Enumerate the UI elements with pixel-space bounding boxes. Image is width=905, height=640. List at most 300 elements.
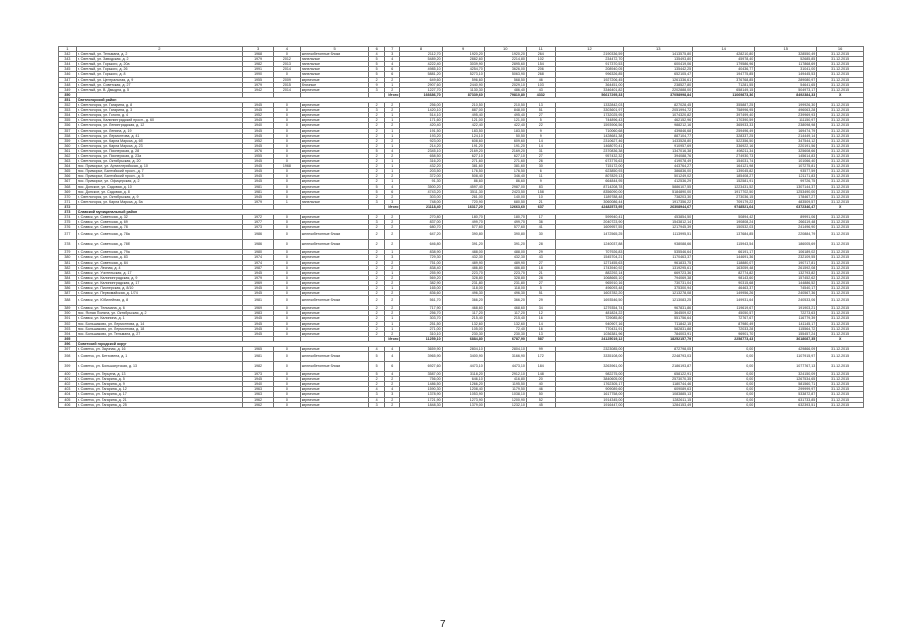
table-cell: 375300,94 <box>624 286 693 291</box>
table-cell: 3118,20 <box>442 372 484 377</box>
table-cell: 2 <box>369 215 385 220</box>
table-cell: 1223431,52 <box>693 184 755 189</box>
table-cell: 31.12.2015 <box>817 240 864 250</box>
table-cell: 157452,62 <box>755 275 817 280</box>
table-cell: 1213083,25 <box>624 296 693 306</box>
table-cell: 1170463,37 <box>624 255 693 260</box>
table-cell: 0 <box>274 377 301 382</box>
table-cell: 680,70 <box>400 225 442 230</box>
table-cell: 5 <box>369 67 385 72</box>
table-cell: 0 <box>274 169 301 174</box>
table-cell: железобетонные блоки <box>300 352 369 362</box>
table-cell: 1379,00 <box>442 402 484 407</box>
table-cell: 0 <box>274 255 301 260</box>
table-cell: 0 <box>274 113 301 118</box>
table-cell: 4473,10 <box>484 362 526 372</box>
table-cell: 1 <box>384 321 400 326</box>
table-cell: пос. Ясная Поляна, ул. Октябрьская, д. 2 <box>76 311 242 316</box>
table-cell: кирпичные <box>300 174 369 179</box>
table-cell: 627,10 <box>442 153 484 158</box>
table-cell: 401 <box>59 377 77 382</box>
table-cell: 1603782,20 <box>555 291 624 296</box>
table-cell: 2 <box>369 280 385 285</box>
table-cell: 848,00 <box>484 108 526 113</box>
table-cell: 1945 <box>243 143 274 148</box>
table-cell: 1 <box>384 82 400 87</box>
table-cell: 4222,40 <box>400 62 442 67</box>
table-cell: 4 <box>369 346 385 351</box>
table-cell: 711842,15 <box>624 321 693 326</box>
table-cell: 2 <box>384 397 400 402</box>
table-cell: 31.12.2015 <box>817 174 864 179</box>
table-cell: 4 <box>384 148 400 153</box>
table-cell: 0 <box>274 52 301 57</box>
table-cell: 2009 <box>274 77 301 82</box>
table-cell: 31.12.2015 <box>817 311 864 316</box>
table-cell: 0 <box>274 311 301 316</box>
table-cell: 496,30 <box>484 291 526 296</box>
table-cell: 347 <box>59 77 77 82</box>
table-cell: 119619,67 <box>693 306 755 311</box>
table-cell: 1973 <box>243 372 274 377</box>
table-cell: 117868,69 <box>755 62 817 67</box>
table-cell: 432,30 <box>484 255 526 260</box>
header-cell: 9 <box>442 47 484 52</box>
table-cell: 6927,60 <box>400 362 442 372</box>
table-cell: 429866,09 <box>755 346 817 351</box>
table-cell: 508,40 <box>442 174 484 179</box>
table-cell: кирпичные <box>300 215 369 220</box>
table-cell: 1963 <box>243 392 274 397</box>
table-cell: 132,60 <box>442 321 484 326</box>
table-cell: 2 <box>369 326 385 331</box>
table-cell: 365933,33 <box>693 123 755 128</box>
table-cell: 569,20 <box>400 275 442 280</box>
table-cell: 50,50 <box>484 133 526 138</box>
table-cell: 631733,85 <box>755 397 817 402</box>
table-cell: 50 <box>526 392 555 397</box>
section-title-cell: Славский муниципальный район <box>76 210 863 215</box>
table-cell: 957432,32 <box>555 153 624 158</box>
table-cell: 2 <box>369 377 385 382</box>
table-cell: 56617295,33 <box>555 92 624 97</box>
table-cell: 756,00 <box>400 377 442 382</box>
table-cell: 3303601,97 <box>555 108 624 113</box>
table-cell: 31.12.2015 <box>817 265 864 270</box>
table-cell: 1945 <box>243 133 274 138</box>
table-cell: 364451,00 <box>555 82 624 87</box>
table-cell: 717,90 <box>400 306 442 311</box>
table-cell: 172 <box>526 352 555 362</box>
table-cell: 468,60 <box>442 306 484 311</box>
table-cell: 176,50 <box>484 169 526 174</box>
table-cell: 31.12.2015 <box>817 387 864 392</box>
table-cell: 1945 <box>243 331 274 336</box>
table-cell: 394088,76 <box>624 153 693 158</box>
table-cell: 838,40 <box>400 265 442 270</box>
table-cell: 199926,30 <box>755 103 817 108</box>
table-cell: 336922,16 <box>693 143 755 148</box>
table-cell: 184 <box>526 362 555 372</box>
table-cell: 169474,79 <box>755 128 817 133</box>
table-cell: 178467,27 <box>755 194 817 199</box>
table-cell: 355887,25 <box>693 103 755 108</box>
table-cell: 432,20 <box>400 164 442 169</box>
table-cell: 255,90 <box>400 270 442 275</box>
table-cell: 1693546,50 <box>555 296 624 306</box>
table-cell: 2 <box>369 159 385 164</box>
table-cell: 1468070,41 <box>555 143 624 148</box>
table-cell: 350 <box>59 92 77 97</box>
table-cell: 86,60 <box>484 179 526 184</box>
table-cell: 96901,70 <box>693 331 755 336</box>
table-cell: 738203,30 <box>624 194 693 199</box>
table-cell: 400 <box>59 372 77 377</box>
table-cell: 488,00 <box>484 250 526 255</box>
table-cell: 115564,72 <box>755 326 817 331</box>
table-cell: 34 <box>526 306 555 311</box>
table-cell: 439846,68 <box>624 128 693 133</box>
table-cell: 403 <box>59 387 77 392</box>
table-cell: 357 <box>59 128 77 133</box>
table-cell: 150532,03 <box>693 225 755 230</box>
table-cell: 27 <box>526 280 555 285</box>
table-cell: кирпичные <box>300 118 369 123</box>
table-cell: 31.12.2015 <box>817 194 864 199</box>
table-cell: 784003,91 <box>624 331 693 336</box>
table-cell: 230,30 <box>484 331 526 336</box>
table-cell: 31.12.2015 <box>817 113 864 118</box>
table-cell: 2 <box>384 377 400 382</box>
table-cell: 2882,60 <box>442 57 484 62</box>
table-cell: 193,20 <box>400 133 442 138</box>
table-cell: 0 <box>274 143 301 148</box>
row-number-cell: 351 <box>59 97 77 102</box>
table-cell: 2 <box>369 230 385 240</box>
header-cell: 2 <box>76 47 242 52</box>
table-cell: 21118,40 <box>400 204 442 209</box>
table-cell: г. Светлый, ул. Центральная, д. 9 <box>76 77 242 82</box>
table-cell: 627,10 <box>484 153 526 158</box>
table-cell: 383 <box>59 270 77 275</box>
table-cell: 149956,26 <box>693 291 755 296</box>
table-cell: 2214,80 <box>484 57 526 62</box>
table-cell: 26308944,67 <box>624 204 693 209</box>
table-cell: 609,60 <box>484 138 526 143</box>
table-cell: 416,80 <box>484 377 526 382</box>
table-cell: 42482573,95 <box>555 204 624 209</box>
table-cell: 220191,56 <box>755 143 817 148</box>
table-cell: 406 <box>59 402 77 407</box>
table-cell: 8714208,78 <box>555 184 624 189</box>
table-cell: 223,70 <box>484 270 526 275</box>
table-cell: кирпичные <box>300 123 369 128</box>
table-cell: 2 <box>384 194 400 199</box>
table-cell: 486,80 <box>442 265 484 270</box>
table-cell: 0 <box>274 382 301 387</box>
table-cell: железобетонные блоки <box>300 230 369 240</box>
table-cell: 1945 <box>243 321 274 326</box>
table-cell: 72033,28 <box>693 326 755 331</box>
table-cell: 2 <box>369 260 385 265</box>
table-cell: 3511,30 <box>442 189 484 194</box>
table-cell: 1762305,17 <box>555 382 624 387</box>
table-cell: 0 <box>274 321 301 326</box>
table-cell: 5 <box>369 372 385 377</box>
table-cell: 2 <box>369 169 385 174</box>
table-cell: 342 <box>59 52 77 57</box>
table-cell: 6787,90 <box>484 336 526 341</box>
table-cell: 31.12.2015 <box>817 362 864 372</box>
table-cell: г. Светлый, ул. Тельмана, д. 2 <box>76 52 242 57</box>
table-cell: 1 <box>384 316 400 321</box>
table-cell: 1232,10 <box>484 402 526 407</box>
table-cell: 21 <box>526 270 555 275</box>
table-cell: 0 <box>274 159 301 164</box>
table-cell: 420,40 <box>400 123 442 128</box>
table-cell: кирпичные <box>300 138 369 143</box>
table-cell: г. Светлогорск, ул. Пионерская, д. 23а <box>76 153 242 158</box>
table-cell: 8492384,33 <box>755 92 817 97</box>
table-cell: 961833,75 <box>624 260 693 265</box>
table-cell: 2190336,59 <box>555 52 624 57</box>
table-cell: 3500,20 <box>400 184 442 189</box>
table-cell: 744896,43 <box>555 118 624 123</box>
table-cell: 3 <box>384 255 400 260</box>
table-cell: 1945 <box>243 164 274 169</box>
table-cell: 1282611,15 <box>624 397 693 402</box>
table-cell: 514,10 <box>400 113 442 118</box>
table-cell: 363 <box>59 159 77 164</box>
table-cell: 117,20 <box>484 311 526 316</box>
table-cell: 194775,85 <box>693 72 755 77</box>
table-cell: г. Советск, ул. Гагарина, д. 5 <box>76 377 242 382</box>
table-cell: 2 <box>384 108 400 113</box>
table-cell: 453854,50 <box>624 215 693 220</box>
table-cell: 647,20 <box>400 230 442 240</box>
table-cell: 273036,15 <box>693 194 755 199</box>
table-cell: 27 <box>526 153 555 158</box>
table-cell: 145614,83 <box>755 153 817 158</box>
table-cell: 1378,90 <box>400 392 442 397</box>
table-cell: 2015 <box>274 82 301 87</box>
table-cell: 5 <box>369 62 385 67</box>
table-cell: 938088,66 <box>624 240 693 250</box>
table-cell: 16 <box>526 326 555 331</box>
table-cell: 191,50 <box>400 128 442 133</box>
table-cell: 41 <box>526 225 555 230</box>
table-cell: 2 <box>369 296 385 306</box>
table-cell: 259496,49 <box>693 128 755 133</box>
table-cell: 5 <box>526 118 555 123</box>
table-cell: г. Славск, ул. Калининградская, д. 17 <box>76 280 242 285</box>
table-cell: 191,20 <box>442 143 484 148</box>
table-cell: 52685,85 <box>755 57 817 62</box>
table-cell: 652105,47 <box>624 72 693 77</box>
table-cell: 343 <box>59 57 77 62</box>
table-cell: 18252157,79 <box>624 336 693 341</box>
table-cell: кирпичные <box>300 331 369 336</box>
table-cell: 730731,04 <box>624 280 693 285</box>
table-cell: 148 <box>526 372 555 377</box>
table-cell: 4 <box>369 397 385 402</box>
table-cell: 1179,50 <box>484 387 526 392</box>
table-body <box>59 47 864 408</box>
table-cell: 101066,40 <box>755 159 817 164</box>
table-cell: 387 <box>59 291 77 296</box>
table-cell: 234472,70 <box>555 57 624 62</box>
table-cell: 1319295,61 <box>624 265 693 270</box>
table-cell: 380 <box>59 255 77 260</box>
table-cell: 1974 <box>243 260 274 265</box>
table-cell: 394 <box>59 331 77 336</box>
table-cell: пос. Донское, ул. Садовая, д. 10 <box>76 184 242 189</box>
table-cell: 395 <box>59 336 77 341</box>
table-cell: 2 <box>384 103 400 108</box>
table-cell: 2 <box>369 103 385 108</box>
table-cell: 2258773,43 <box>693 336 755 341</box>
table-cell: г. Светлогорск, ул. Карла Маркса, д. 23 <box>76 143 242 148</box>
table-cell: 1945 <box>243 194 274 199</box>
table-cell: 118,00 <box>484 286 526 291</box>
table-cell: 230,30 <box>442 331 484 336</box>
table-cell: 0 <box>274 194 301 199</box>
table-cell: г. Славск, ул. Пионерская, д. 8/10 <box>76 286 242 291</box>
table-cell: 1195,50 <box>484 382 526 387</box>
table-cell: 748,00 <box>400 199 442 204</box>
table-cell: 0 <box>274 103 301 108</box>
section-title-cell: Советский городской округ <box>76 341 863 346</box>
table-cell: 1945 <box>243 377 274 382</box>
table-cell: 0 <box>274 230 301 240</box>
table-cell: 399 <box>59 362 77 372</box>
table-cell: 328550,49 <box>755 52 817 57</box>
table-cell: 0 <box>274 174 301 179</box>
table-cell: 20 <box>526 377 555 382</box>
table-cell: 390,80 <box>442 230 484 240</box>
table-cell: 214,20 <box>400 143 442 148</box>
table-cell: X <box>817 92 864 97</box>
table-cell: 0 <box>274 260 301 265</box>
table-cell: кирпичные <box>300 148 369 153</box>
table-cell: 124,10 <box>442 133 484 138</box>
table-cell: кирпичные <box>300 159 369 164</box>
table-cell: 328,80 <box>442 275 484 280</box>
table-cell: пос. Приморье, Балтийский просп., д. 7 <box>76 169 242 174</box>
table-cell: 1982 <box>243 362 274 372</box>
table-cell: 0 <box>274 346 301 351</box>
table-cell: 30 <box>526 164 555 169</box>
table-cell: 551756,64 <box>624 316 693 321</box>
table-cell: 623850,93 <box>555 169 624 174</box>
table-cell: панельные <box>300 199 369 204</box>
table-cell: 0 <box>274 387 301 392</box>
table-cell: 31.12.2015 <box>817 128 864 133</box>
table-cell: 52 <box>526 397 555 402</box>
table-cell: 1 <box>384 118 400 123</box>
table-cell: г. Светлый, ул. Заводская, д. 2 <box>76 57 242 62</box>
table-cell: 384 <box>59 275 77 280</box>
table-cell: 5 <box>369 184 385 189</box>
table-cell: 374 <box>59 215 77 220</box>
table-cell: 637 <box>526 204 555 209</box>
table-cell: 375 <box>59 220 77 225</box>
table-cell: 103 <box>526 82 555 87</box>
table-cell: X <box>817 336 864 341</box>
table-cell: 402 <box>59 382 77 387</box>
table-cell: 366 <box>59 174 77 179</box>
table-cell: 355 <box>59 118 77 123</box>
table-cell: 2 <box>384 311 400 316</box>
table-cell: 31.12.2015 <box>817 184 864 189</box>
table-cell: 155457,24 <box>755 331 817 336</box>
table-cell: 3 <box>369 392 385 397</box>
table-cell: 390 <box>59 311 77 316</box>
table-cell: 729085,80 <box>555 316 624 321</box>
table-cell: 1271455,63 <box>555 260 624 265</box>
table-cell: 4 <box>384 346 400 351</box>
table-cell: 758996,95 <box>693 108 755 113</box>
table-cell: 496,30 <box>442 291 484 296</box>
table-cell: г. Светлый, ул. Горького, д. 26 <box>76 67 242 72</box>
table-cell: 31.12.2015 <box>817 286 864 291</box>
table-cell: 382 <box>59 265 77 270</box>
table-cell: 4 <box>384 387 400 392</box>
table-cell: 140,00 <box>484 194 526 199</box>
page-number: 7 <box>440 619 446 630</box>
table-cell: 1962 <box>243 402 274 407</box>
table-cell: 1261336,61 <box>624 77 693 82</box>
table-cell: 3263961,00 <box>555 362 624 372</box>
table-cell: 11069873,36 <box>693 92 755 97</box>
table-cell: 31.12.2015 <box>817 346 864 351</box>
table-cell: 2 <box>369 138 385 143</box>
table-cell: 1038,10 <box>484 392 526 397</box>
table-cell: 499,70 <box>484 220 526 225</box>
table-cell: 2804,10 <box>442 346 484 351</box>
table-cell: 1 <box>384 179 400 184</box>
table-cell: 152581,91 <box>693 179 755 184</box>
table-cell: 239969,93 <box>755 113 817 118</box>
table-cell: 2 <box>384 220 400 225</box>
table-cell: 2 <box>369 306 385 311</box>
row-number-cell: 396 <box>59 341 77 346</box>
table-cell: 940907,16 <box>555 321 624 326</box>
table-cell: 2 <box>369 179 385 184</box>
table-cell: 31.12.2015 <box>817 331 864 336</box>
table-cell: г. Светлый, ул. В. Дмыдна, д. 5 <box>76 87 242 92</box>
table-cell: 346 <box>59 72 77 77</box>
table-cell: 0 <box>274 275 301 280</box>
table-cell: 91,30 <box>400 179 442 184</box>
table-cell: 111150,97 <box>755 118 817 123</box>
table-cell: 996326,85 <box>555 72 624 77</box>
header-cell: 5 <box>300 47 369 52</box>
table-cell: 132793,82 <box>755 270 817 275</box>
table-cell: 149931,64 <box>693 296 755 306</box>
table-cell: 1609957,55 <box>555 225 624 230</box>
table-cell: г. Славск, ул. Учительская, д. 17 <box>76 270 242 275</box>
table-cell: 365 <box>59 169 77 174</box>
table-cell: 215,40 <box>442 316 484 321</box>
table-cell: 118880,07 <box>693 260 755 265</box>
table-cell: 354 <box>59 113 77 118</box>
table-cell: 1920,20 <box>484 52 526 57</box>
table-cell: 649,60 <box>400 77 442 82</box>
table-cell: 2202888,00 <box>624 87 693 92</box>
header-cell: 7 <box>384 47 400 52</box>
table-cell: 240567,36 <box>755 291 817 296</box>
